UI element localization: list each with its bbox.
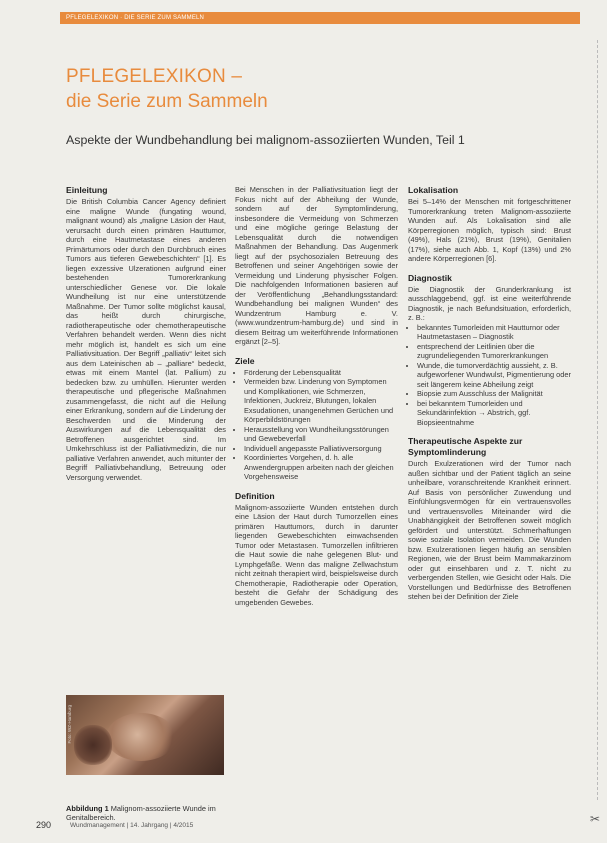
list-item: • Biopsie zum Ausschluss der Malignität [417, 389, 571, 399]
list-item: • Individuell angepasste Palliativversorgung [244, 444, 398, 454]
page-title-line1: PFLEGELEXIKON – [66, 66, 243, 87]
definition-text: Malignom-assoziierte Wunden entstehen durch eine Läsion der Haut durch Tumorzellen eines primären Hauttumors, durch in darunter liegenden Gewebeschichten einwachsenden Tumor oder Metastasen. Tumorzellen infiltrieren die Haut sowie die nahe gelegenen Blut- und Lymphgefäße. Wenn das maligne Zellwachstum nicht zeitnah therapiert wird, beispielsweise durch Chemotherapie, Radiotherapie oder Operation, besteht die Gefahr der Schädigung des umgebenden Gewebes. [235, 502, 398, 607]
einleitung-text: Die British Columbia Cancer Agency definiert eine maligne Wunde (fungating wound, malignant wound) als „maligne Läsion der Haut, verursacht durch einen primären Hauttumor, durch eine Hautmetastase eines anderen Primärtumors oder durch den Durchbruch eines Tumors aus tieferen Gewebeschichten“ [1]. Es liegen exzessive Ulzerationen aufgrund einer bestehenden Tumorerkrankung unterschiedlicher Genese vor. Die lokale Wundheilung ist nur eine unterstützende Maßnahme. Der Tumor sollte möglichst kausal, das heißt durch chirurgische, radiotherapeutische oder chemotherapeutische Verfahren behandelt werden. Wenn dies nicht mehr möglich ist, handelt es sich um eine Palliativsituation. Der Begriff „palliativ“ leitet sich aus dem Lateinischen ab – „palliare“ bedeckt, etwas mit einem Mantel (lat. Pallium) zu bedecken bzw. zu umhüllen. Hierunter werden therapeutische und pflegerische Maßnahmen zusammengefasst, die nicht auf die Heilung einer Erkrankung, sondern auf die Linderung der Beschwerden und die Minderung der Auswirkungen auf die Lebensqualität des Betroffenen ausgerichtet sind. Im Umkehrschluss ist der Palliativmedizin, die nur palliative Verfahren anwendet, auch mitunter der Begriff Palliativbehandlung, Betreuung oder Versorgung verwendet. [66, 197, 226, 482]
list-item: • bei bekanntem Tumorleiden und Sekundärinfektion → Abstrich, ggf. Biopsieentnahme [417, 399, 571, 428]
heading-definition: Definition [235, 490, 275, 501]
page-title-line2: die Serie zum Sammeln [66, 91, 268, 112]
wound-photo [66, 695, 224, 775]
scissors-icon: ✂ [590, 812, 601, 826]
heading-ziele: Ziele [235, 355, 255, 366]
photo-highlight [106, 713, 176, 761]
heading-diagnostik: Diagnostik [408, 272, 452, 283]
journal-footer: Wundmanagement | 14. Jahrgang | 4/2015 [70, 822, 194, 829]
photo-credit: Foto: WZ-Hamburg [67, 705, 72, 744]
list-item: • Wunde, die tumorverdächtig aussieht, z. B. aufgeworfener Wundwulst, Pigmentierung oder seit längerem keine Abheilung zeigt [417, 361, 571, 390]
column-1 [66, 185, 226, 482]
list-item: • entsprechend der Leitlinien über die zugrundeliegenden Tumorerkrankungen [417, 342, 571, 361]
series-label: PFLEGELEXIKON · DIE SERIE ZUM SAMMELN [66, 15, 205, 21]
heading-therapie: Therapeutische Aspekte zur Symptomlinderung [408, 436, 523, 457]
heading-einleitung: Einleitung [66, 185, 108, 195]
figure-caption [66, 804, 226, 822]
article-subtitle: Aspekte der Wundbehandlung bei malignom-assoziierten Wunden, Teil 1 [66, 133, 465, 147]
ziele-list [235, 368, 398, 482]
page-number: 290 [36, 820, 52, 830]
list-item: • Herausstellung von Wundheilungsstörungen und Gewebeverfall [244, 425, 398, 444]
heading-lokalisation: Lokalisation [408, 185, 459, 195]
therapie-text: Durch Exulzerationen wird der Tumor nach außen sichtbar und der Patient täglich an seine unheilbare, voranschreitende Krankheit erinnert. Auf Basis von persönlicher Zuwendung und Einfühlungsvermögen für ein vertrauensvolles und vertrauensvolles Miteinander wird die Unabhängigkeit der Betroffenen soweit möglich gefördert und unterstützt. Schmerhaftungen sowie soziale Isolation vermeiden. Die Wunden bzw. Exulzerationen liegen häufig an sensiblen Regionen, wie der Brust beim Mammakarzinom oder gut einsehbaren und z. T. nicht zu verbergenden Stellen, wie Gesicht oder Hals. Die Vorstellungen und Bedürfnisse des Betroffenen stehen bei der Definition der Ziele [408, 459, 571, 601]
diagnostik-list [408, 323, 571, 428]
lokalisation-text: Bei 5–14% der Menschen mit fortgeschrittener Tumorerkrankung treten Malignom-assoziierte Wunden auf. Als Lokalisation sind alle Körperregionen möglich, typisch sind: Brust (49%), Hals (21%), Brust (19%), Genitalien (17%), siehe auch Abb. 1, Kopf (13%) und 2% andere Körperregionen [6]. [408, 197, 571, 263]
list-item: • Förderung der Lebensqualität [244, 368, 398, 378]
intro-text: Bei Menschen in der Palliativsituation liegt der Fokus nicht auf der Abheilung der Wunde, sondern auf der Symptomlinderung, insbesondere die Vermeidung von Schmerzen und eine mögliche geringe Belastung der Lebensqualität durch die notwendigen Maßnahmen der Behandlung. Das Augenmerk liegt auf der psychosozialen Betreuung des Betroffenen und seiner Angehörigen sowie der Vermeidung und Linderung physischer Folgen. Die nachfolgenden Informationen basieren auf der Veröffentlichung „Behandlungsstandard: Wundbehandlung bei malignen Wunden“ des Wundzentrum Hamburg e. V. (www.wundzentrum-hamburg.de) und sind in diesem Beitrag um weiterführende Informationen ergänzt [2–5]. [235, 185, 398, 346]
caption-text: Malignom-assoziierte Wunde im Genitalbereich. [66, 804, 216, 822]
list-item: • Vermeiden bzw. Linderung von Symptomen und Komplikationen, wie Schmerzen, Infektionen, Juckreiz, Blutungen, lokalen Exsudationen, unangenehmen Gerüchen und Körperbildstörungen [244, 377, 398, 425]
column-2 [235, 185, 398, 616]
diagnostik-text: Die Diagnostik der Grunderkrankung ist ausschlaggebend, ggf. ist eine weiterführende Diagnostik, je nach Befundsituation, erforderlich, z. B.: [408, 284, 571, 322]
photo-shadow [74, 725, 112, 765]
series-banner [60, 12, 580, 24]
cut-line [597, 40, 598, 800]
list-item: • bekanntes Tumorleiden mit Hautturnor oder Hautmetastasen – Diagnostik [417, 323, 571, 342]
caption-label: Abbildung 1 [66, 804, 109, 813]
column-3 [408, 185, 571, 611]
list-item: • Koordiniertes Vorgehen, d. h. alle Anwendergruppen arbeiten nach der gleichen Vorgehensweise [244, 453, 398, 482]
